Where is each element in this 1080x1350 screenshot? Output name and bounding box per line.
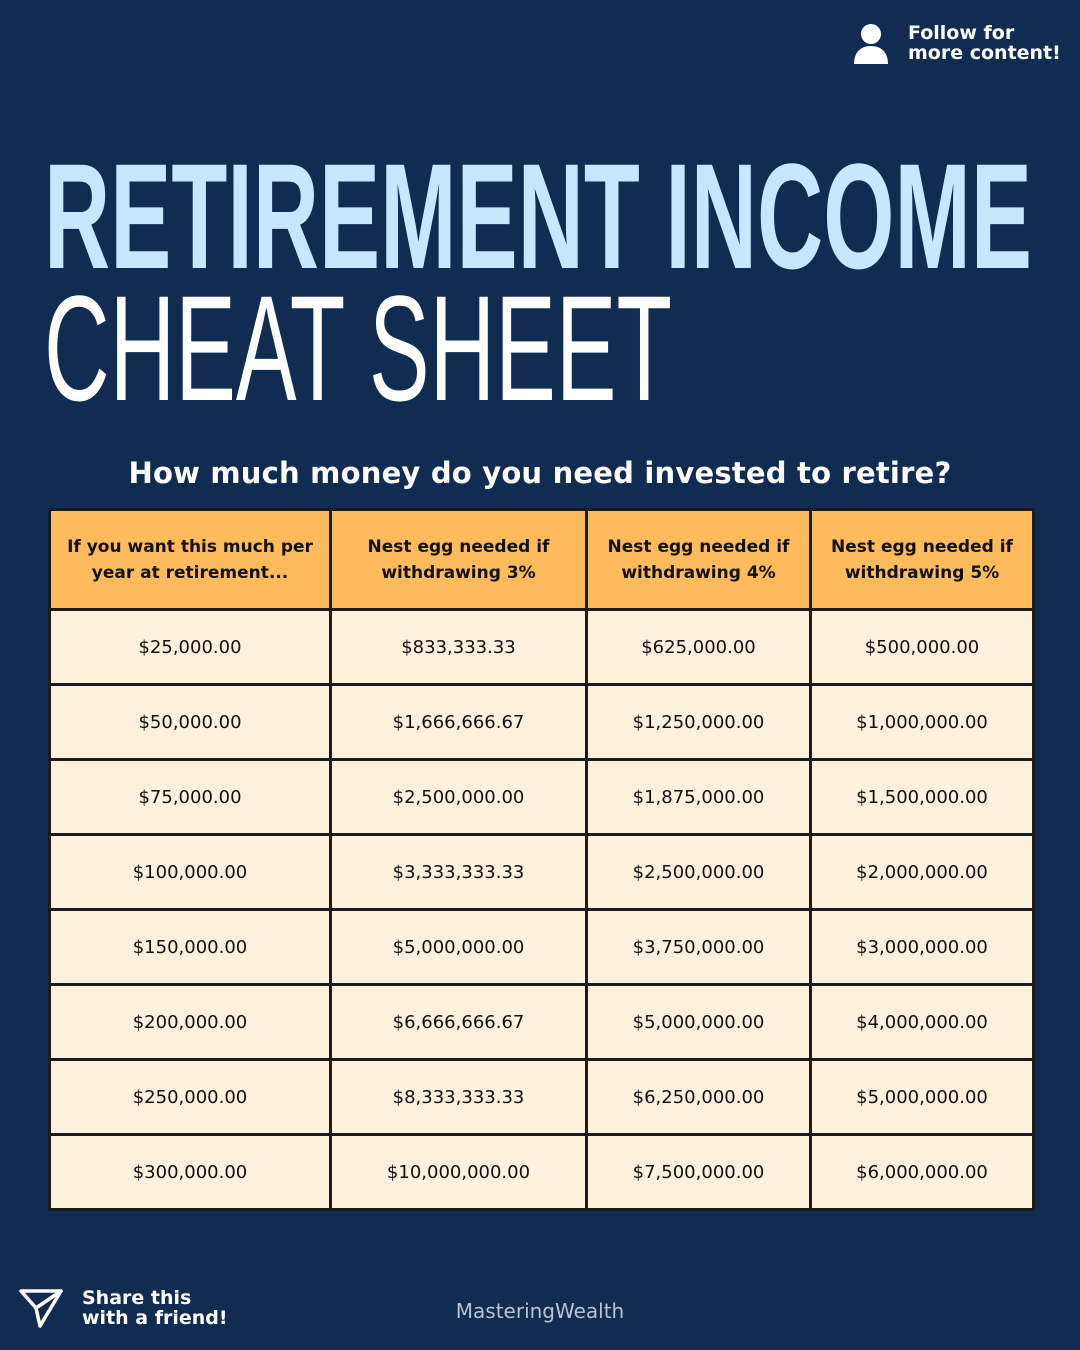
brand-name: MasteringWealth bbox=[455, 1299, 625, 1323]
table-cell: $7,500,000.00 bbox=[587, 1135, 811, 1210]
table-row bbox=[50, 835, 1034, 910]
table-cell: $500,000.00 bbox=[811, 610, 1034, 685]
table-cell: $200,000.00 bbox=[50, 985, 331, 1060]
follow-line-2: more content! bbox=[908, 42, 1061, 64]
table-cell: $2,500,000.00 bbox=[331, 760, 587, 835]
table-cell: $150,000.00 bbox=[50, 910, 331, 985]
table-cell: $4,000,000.00 bbox=[811, 985, 1034, 1060]
table-row bbox=[50, 1060, 1034, 1135]
table-row bbox=[50, 610, 1034, 685]
header-nest-egg-5pct: Nest egg needed if withdrawing 5% bbox=[811, 510, 1034, 610]
table-cell: $833,333.33 bbox=[331, 610, 587, 685]
table-cell: $6,000,000.00 bbox=[811, 1135, 1034, 1210]
table-cell: $3,750,000.00 bbox=[587, 910, 811, 985]
share-line-2: with a friend! bbox=[82, 1307, 228, 1329]
follow-badge[interactable] bbox=[852, 22, 1061, 64]
table-cell: $250,000.00 bbox=[50, 1060, 331, 1135]
share-line-1: Share this bbox=[82, 1287, 192, 1309]
table-cell: $5,000,000.00 bbox=[811, 1060, 1034, 1135]
retirement-table bbox=[48, 508, 1035, 1211]
title-line-1: RETIREMENT INCOME bbox=[44, 140, 1032, 300]
table-cell: $1,875,000.00 bbox=[587, 760, 811, 835]
table-cell: $1,500,000.00 bbox=[811, 760, 1034, 835]
table-cell: $5,000,000.00 bbox=[331, 910, 587, 985]
table-row bbox=[50, 1135, 1034, 1210]
table-cell: $6,666,666.67 bbox=[331, 985, 587, 1060]
table-row bbox=[50, 910, 1034, 985]
page-title bbox=[44, 140, 1044, 420]
header-annual-income: If you want this much per year at retirement... bbox=[50, 510, 331, 610]
table-cell: $2,500,000.00 bbox=[587, 835, 811, 910]
title-line-2: CHEAT SHEET bbox=[44, 264, 672, 420]
table-cell: $1,666,666.67 bbox=[331, 685, 587, 760]
header-nest-egg-3pct: Nest egg needed if withdrawing 3% bbox=[331, 510, 587, 610]
table-cell: $3,000,000.00 bbox=[811, 910, 1034, 985]
table-cell: $8,333,333.33 bbox=[331, 1060, 587, 1135]
table-cell: $5,000,000.00 bbox=[587, 985, 811, 1060]
follow-text bbox=[908, 23, 1061, 63]
table-cell: $6,250,000.00 bbox=[587, 1060, 811, 1135]
table-cell: $625,000.00 bbox=[587, 610, 811, 685]
table-row bbox=[50, 985, 1034, 1060]
table-cell: $3,333,333.33 bbox=[331, 835, 587, 910]
table-cell: $10,000,000.00 bbox=[331, 1135, 587, 1210]
subtitle-question: How much money do you need invested to retire? bbox=[128, 456, 952, 490]
table-cell: $75,000.00 bbox=[50, 760, 331, 835]
table-cell: $2,000,000.00 bbox=[811, 835, 1034, 910]
table-cell: $25,000.00 bbox=[50, 610, 331, 685]
table-cell: $1,250,000.00 bbox=[587, 685, 811, 760]
table-cell: $50,000.00 bbox=[50, 685, 331, 760]
follow-line-1: Follow for bbox=[908, 22, 1015, 44]
table-header-row bbox=[50, 510, 1034, 610]
table-row bbox=[50, 760, 1034, 835]
user-icon bbox=[852, 22, 890, 64]
table-row bbox=[50, 685, 1034, 760]
header-nest-egg-4pct: Nest egg needed if withdrawing 4% bbox=[587, 510, 811, 610]
table-cell: $100,000.00 bbox=[50, 835, 331, 910]
table-cell: $1,000,000.00 bbox=[811, 685, 1034, 760]
table-cell: $300,000.00 bbox=[50, 1135, 331, 1210]
